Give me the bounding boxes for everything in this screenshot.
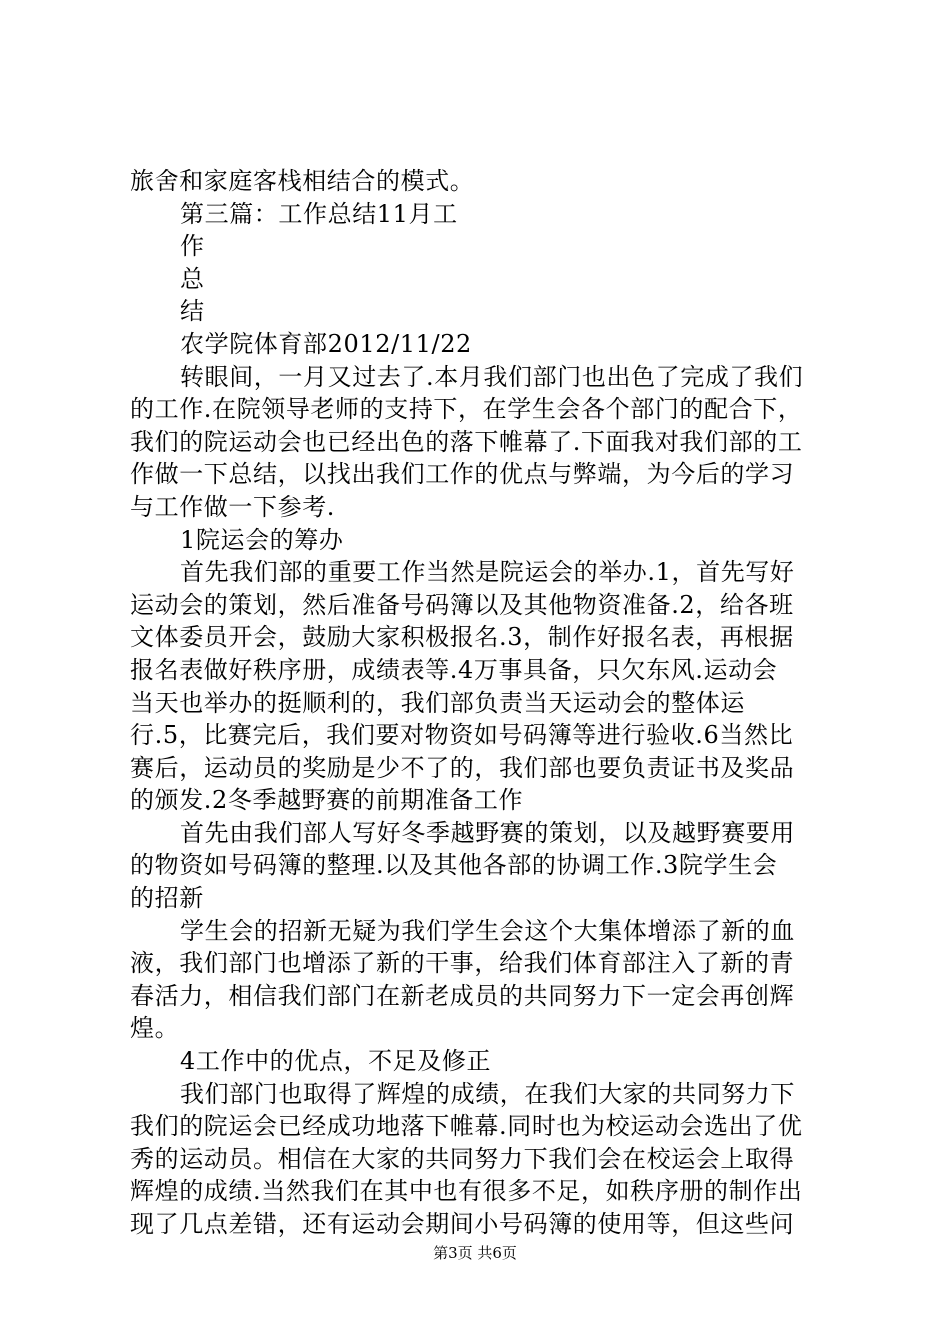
text-line: 现了几点差错，还有运动会期间小号码簿的使用等，但这些问 (130, 1210, 795, 1238)
text-line: 作 (180, 232, 205, 261)
text-line: 农学院体育部2012/11/22 (180, 329, 472, 358)
text-line: 秀的运动员。相信在大家的共同努力下我们会在校运会上取得 (130, 1144, 795, 1173)
text-line: 的物资如号码簿的整理.以及其他各部的协调工作.3院学生会 (130, 851, 778, 880)
text-line: 报名表做好秩序册，成绩表等.4万事具备，只欠东风.运动会 (130, 655, 778, 684)
text-line: 赛后，运动员的奖励是少不了的，我们部也要负责证书及奖品 (130, 753, 795, 782)
text-line: 旅舍和家庭客栈相结合的模式。 (130, 167, 475, 195)
text-line: 1院运会的筹办 (180, 525, 344, 554)
text-line: 煌。 (130, 1014, 180, 1043)
text-line: 的工作.在院领导老师的支持下，在学生会各个部门的配合下， (130, 395, 803, 424)
page-footer: 第3页 共6页 (433, 1244, 517, 1262)
text-line: 学生会的招新无疑为我们学生会这个大集体增添了新的血 (180, 916, 795, 945)
document-body (130, 165, 830, 1241)
text-line: 行.5，比赛完后，我们要对物资如号码簿等进行验收.6当然比 (130, 721, 794, 750)
text-line: 春活力，相信我们部门在新老成员的共同努力下一定会再创辉 (130, 981, 795, 1010)
text-line: 辉煌的成绩.当然我们在其中也有很多不足，如秩序册的制作出 (130, 1177, 803, 1206)
text-line: 文体委员开会，鼓励大家积极报名.3，制作好报名表，再根据 (130, 623, 794, 652)
text-line: 总 (180, 264, 205, 293)
text-line: 运动会的策划，然后准备号码簿以及其他物资准备.2，给各班 (130, 590, 794, 619)
text-line: 首先我们部的重要工作当然是院运会的举办.1，首先写好 (180, 558, 795, 587)
text-line: 我们的院运动会也已经出色的落下帷幕了.下面我对我们部的工 (130, 427, 803, 456)
text-line: 我们的院运会已经成功地落下帷幕.同时也为校运动会选出了优 (130, 1112, 803, 1141)
text-line: 液，我们部门也增添了新的干事，给我们体育部注入了新的青 (130, 949, 795, 978)
text-line: 当天也举办的挺顺利的，我们部负责当天运动会的整体运 (130, 688, 745, 717)
text-line: 作做一下总结，以找出我们工作的优点与弊端，为今后的学习 (130, 460, 795, 489)
text-line: 首先由我们部人写好冬季越野赛的策划，以及越野赛要用 (180, 818, 795, 847)
text-line: 第三篇：工作总结11月工 (180, 199, 458, 228)
text-line: 与工作做一下参考. (130, 492, 336, 521)
text-line: 我们部门也取得了辉煌的成绩，在我们大家的共同努力下 (180, 1079, 795, 1108)
text-line: 的招新 (130, 884, 204, 913)
text-line: 结 (180, 297, 205, 326)
text-line: 的颁发.2冬季越野赛的前期准备工作 (130, 786, 524, 815)
text-line: 转眼间，一月又过去了.本月我们部门也出色了完成了我们 (180, 362, 804, 391)
text-line: 4工作中的优点，不足及修正 (180, 1047, 492, 1076)
